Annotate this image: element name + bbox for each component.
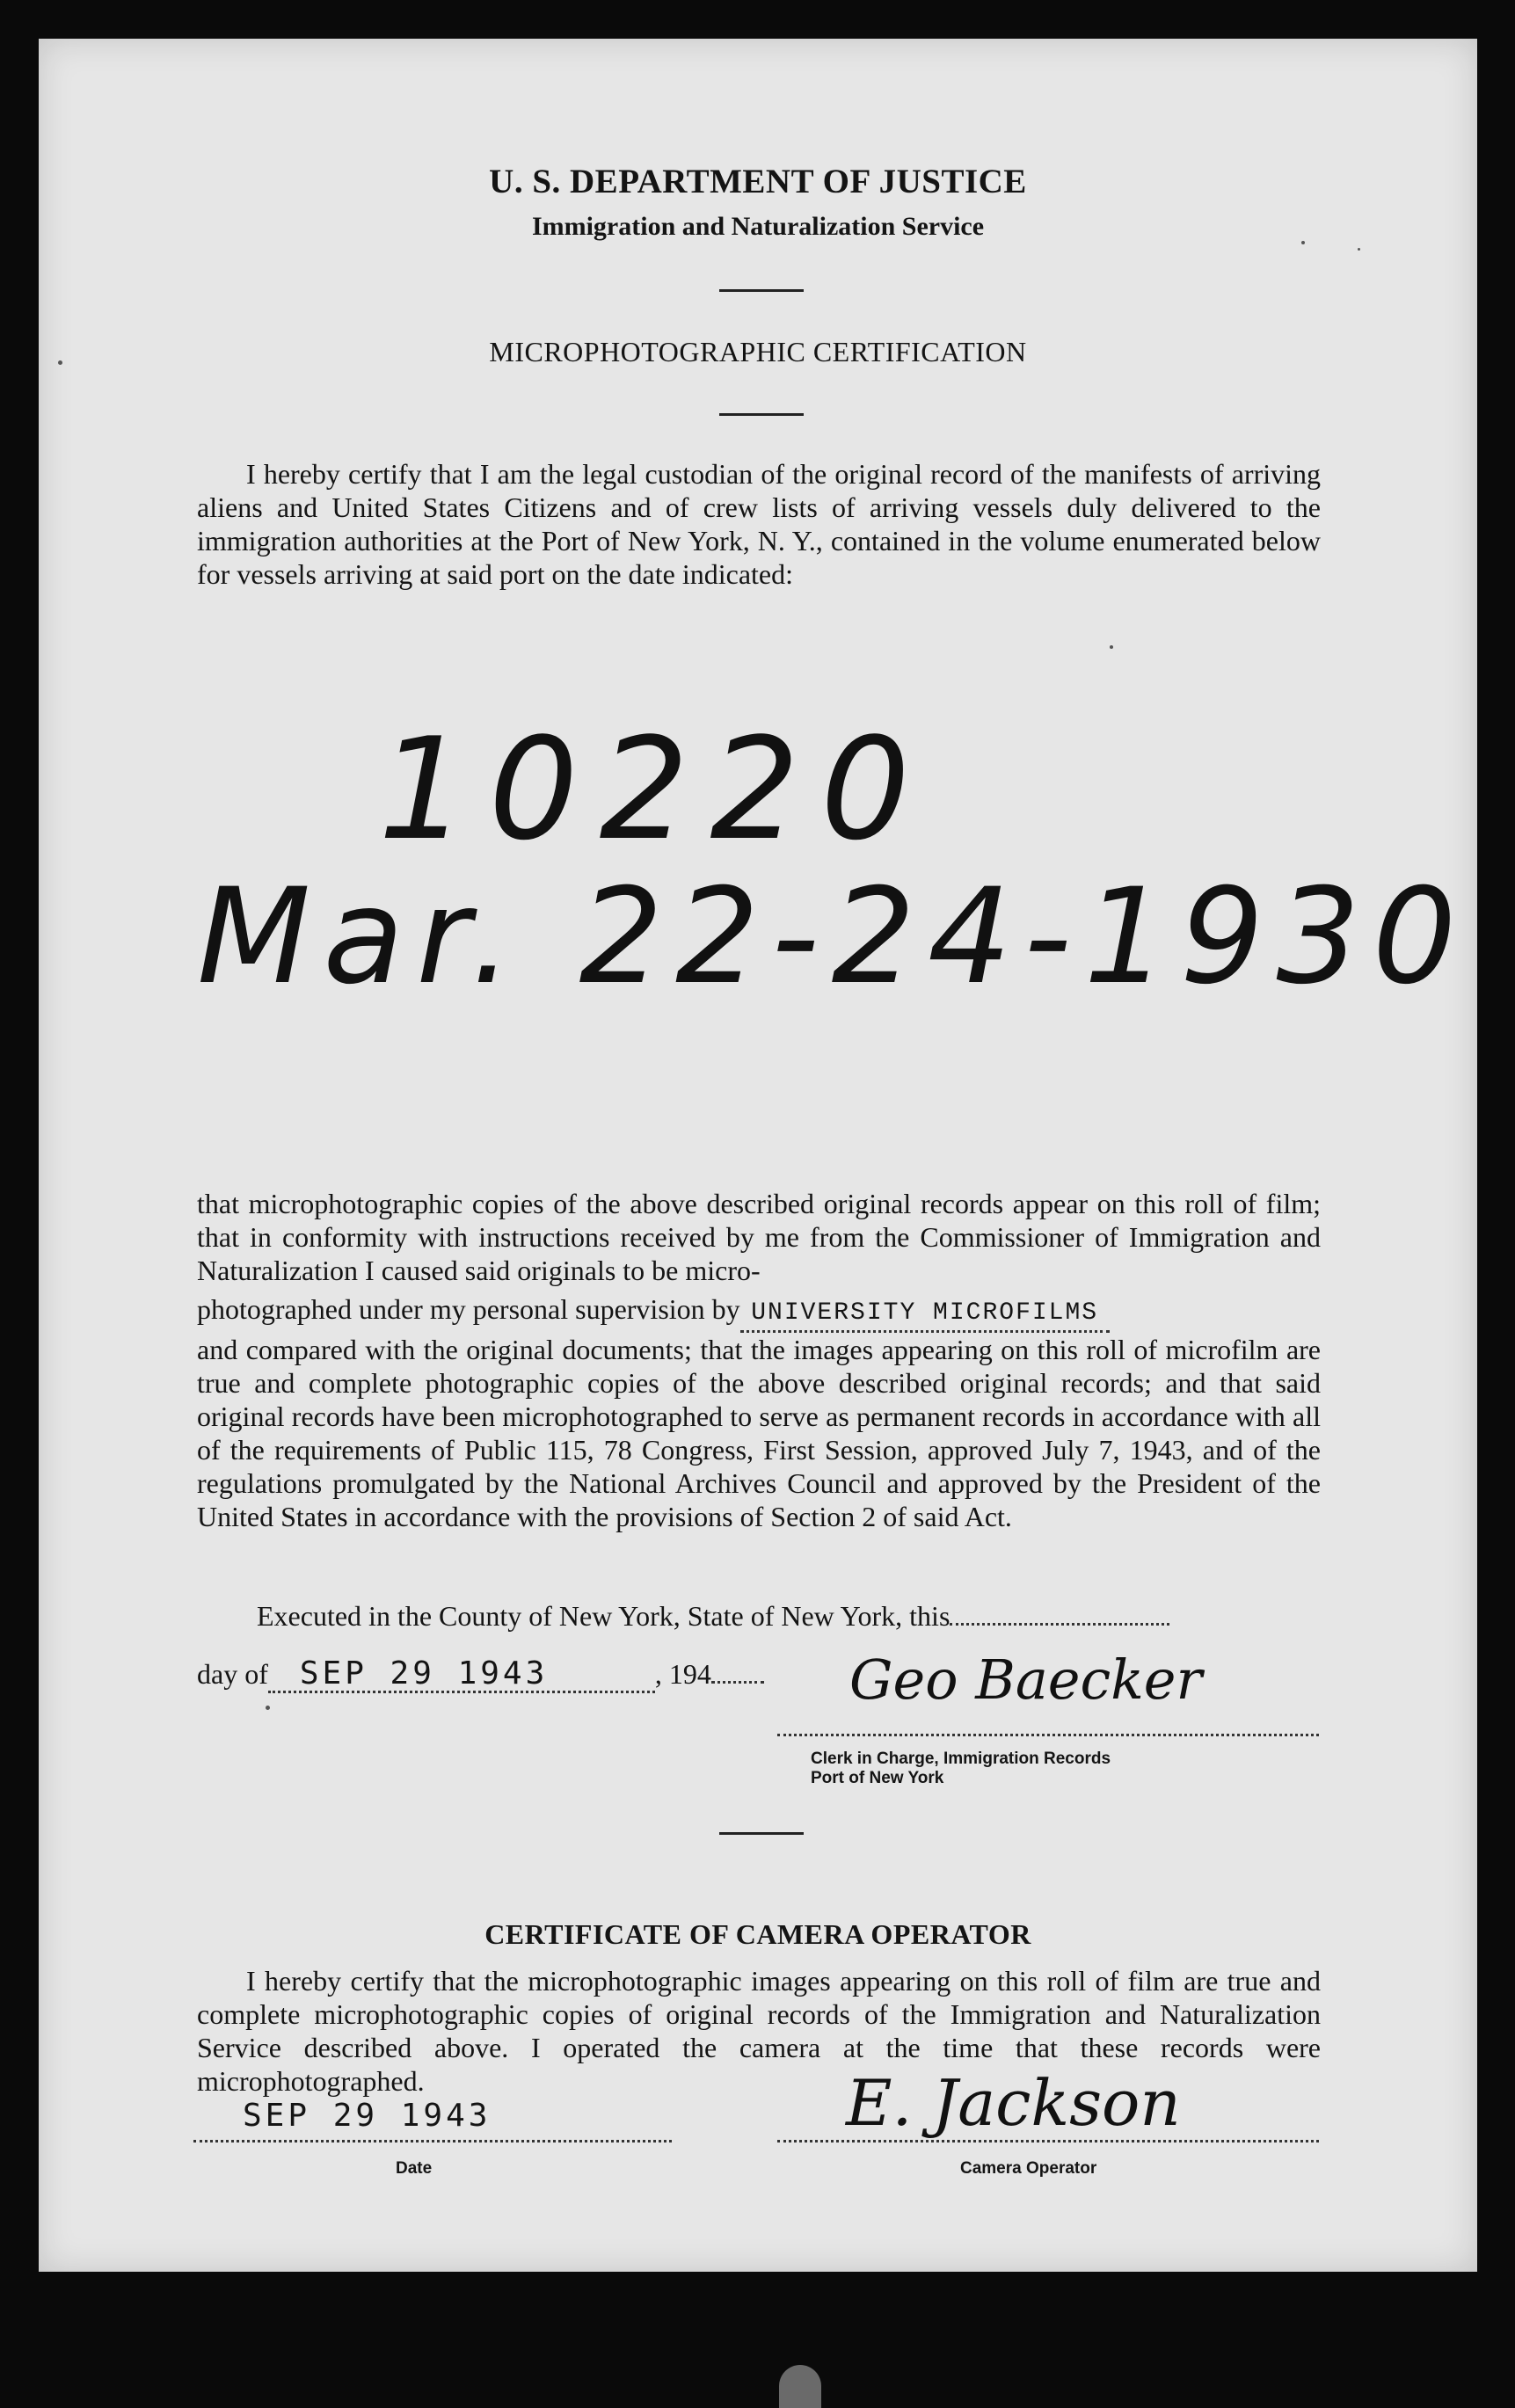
certificate-sheet: [39, 39, 1477, 2272]
divider-rule: [719, 413, 804, 416]
body-text-2: and compared with the original documents; that the images appearing on this roll of microfilm are true and complete photographic copies of the above described original records; and that said original records have been microphotographed to serve as permanent records in accordance with all of the requirements of Public 115, 78 Congress, First Session, approved July 7, 1943, and of the regulations promulgated by the National Archives Council and approved by the President of the United States in accordance with the provisions of Section 2 of said Act.: [197, 1334, 1321, 1532]
clerk-signature-line: [777, 1734, 1319, 1736]
year-prefix: , 194: [654, 1658, 711, 1690]
clerk-signature: Geo Baecker: [849, 1648, 1203, 1712]
date-label: Date: [396, 2159, 433, 2178]
body-text-1: that microphotographic copies of the above described original records appear on this roll of film; that in conformity with instructions received by me from the Commissioner of Immigration and Naturalization I caused said originals to be micro-: [197, 1188, 1321, 1286]
certification-title: MICROPHOTOGRAPHIC CERTIFICATION: [489, 336, 1027, 367]
agency-heading: U. S. DEPARTMENT OF JUSTICE: [489, 163, 1027, 200]
intro-paragraph: [197, 457, 1321, 591]
camera-operator-title: CERTIFICATE OF CAMERA OPERATOR: [484, 1918, 1031, 1950]
film-reel-mark: [779, 2365, 821, 2408]
supervision-line: [197, 1292, 1321, 1333]
camera-stamp-date: SEP 29 1943: [243, 2098, 492, 2134]
day-of-stamp-date: SEP 29 1943: [299, 1655, 549, 1691]
microfilm-company-field: [740, 1292, 1110, 1333]
intro-text: I hereby certify that I am the legal custodian of the original record of the manifests of arriving aliens and United States Citizens and of crew lists of arriving vessels duly delivered to the immigration authorities at the Port of New York, N. Y., contained in the volume enumerated below for vessels arriving at said port on the date indicated:: [197, 458, 1321, 590]
supervision-prefix: photographed under my personal supervision by: [197, 1293, 740, 1325]
camera-operator-signature-line: [777, 2140, 1319, 2142]
clerk-title-line2: Port of New York: [811, 1769, 944, 1787]
film-speck: [266, 1706, 270, 1710]
camera-operator-signature: E. Jackson: [846, 2066, 1181, 2140]
handwritten-volume-number: 10220: [378, 707, 931, 871]
handwritten-date-range: Mar. 22-24-1930: [197, 861, 1469, 1014]
date-line: [193, 2140, 672, 2142]
day-of-line: [197, 1656, 865, 1693]
day-of-field: [268, 1657, 655, 1693]
day-of-label: day of: [197, 1658, 268, 1690]
divider-rule: [719, 1832, 804, 1835]
divider-rule: [719, 289, 804, 292]
executed-line: [257, 1598, 1321, 1633]
film-speck: [1301, 241, 1305, 244]
film-speck: [58, 360, 62, 365]
service-subheading: Immigration and Naturalization Service: [531, 212, 985, 241]
microfilm-company: UNIVERSITY MICROFILMS: [751, 1299, 1099, 1327]
body-paragraph: [197, 1187, 1321, 1533]
camera-operator-text: I hereby certify that the microphotographic images appearing on this roll of film are true and complete microphotographic copies of original records of the Immigration and Naturalization Service described above. I operated the camera at the time that these records were microphotographed.: [197, 1965, 1321, 2097]
clerk-title-line1: Clerk in Charge, Immigration Records: [811, 1750, 1111, 1768]
camera-operator-label: Camera Operator: [960, 2159, 1097, 2178]
film-speck: [1110, 645, 1113, 649]
executed-text: Executed in the County of New York, State of New York, this: [257, 1600, 951, 1632]
film-speck: [1358, 248, 1360, 251]
